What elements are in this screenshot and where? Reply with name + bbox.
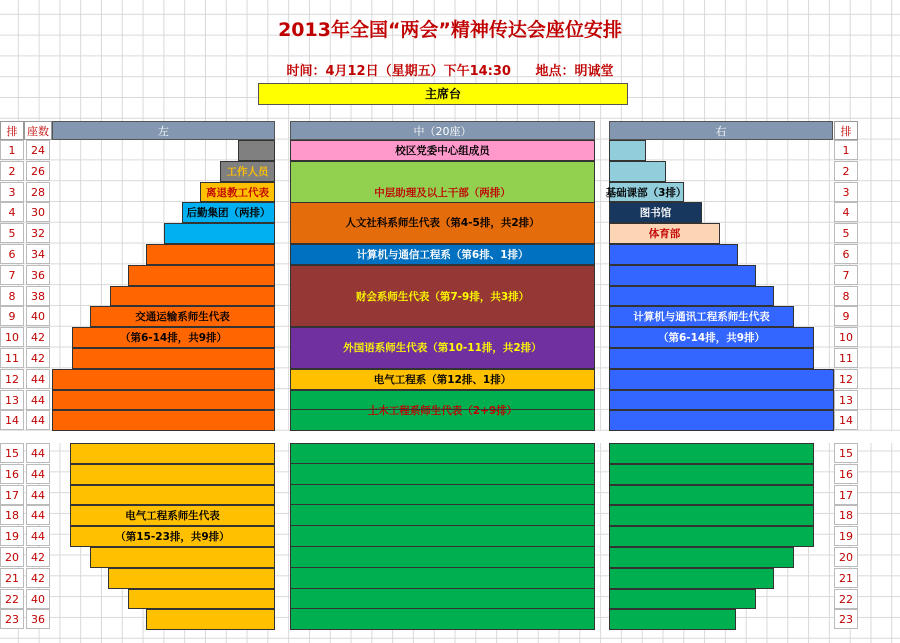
right-seat-block[interactable] [609,286,774,307]
seat-count[interactable]: 34 [26,244,50,264]
right-label-computer: 计算机与通讯工程系师生代表 [633,311,770,324]
left-label-retired: 离退教工代表 [206,186,269,199]
left-label-electrical: 电气工程系师生代表 [125,510,220,523]
left-seat-block[interactable] [110,286,275,307]
right-label-foundation: 基础课部（3排） [605,186,687,199]
seat-count[interactable]: 42 [26,568,50,588]
header-row-left[interactable]: 排 [0,121,24,140]
row-number-left[interactable]: 10 [0,327,24,347]
row-number-right[interactable]: 10 [834,327,858,347]
row-number-left[interactable]: 19 [0,526,24,546]
row-number-left[interactable]: 21 [0,568,24,588]
meeting-place: 地点：明诚堂 [535,64,614,79]
right-seat-block[interactable] [609,547,794,568]
seat-count[interactable]: 42 [26,348,50,368]
right-seat-block[interactable] [609,464,814,485]
row-number-left[interactable]: 12 [0,369,24,389]
center-row-line [290,443,595,464]
center-group-block[interactable]: 计算机与通信工程系（第6排、1排） [290,244,595,265]
row-number-left[interactable]: 8 [0,286,24,306]
row-number-left[interactable]: 22 [0,589,24,609]
meeting-info [0,60,900,79]
center-row-line [290,464,595,485]
left-seat-block[interactable] [70,464,275,485]
row-number-right[interactable]: 13 [834,390,858,410]
row-number-left[interactable]: 23 [0,609,24,629]
seat-count[interactable]: 42 [26,327,50,347]
seat-count[interactable]: 44 [26,390,50,410]
row-number-right[interactable]: 23 [834,609,858,629]
right-seat-block[interactable] [609,526,814,547]
row-number-right[interactable]: 15 [834,443,858,463]
page-title: 2013年全国“两会”精神传达会座位安排 [278,19,622,41]
left-label-logistics: 后勤集团（两排） [186,207,271,220]
row-number-right[interactable]: 5 [834,223,858,243]
seat-count[interactable]: 36 [26,265,50,285]
row-number-left[interactable]: 11 [0,348,24,368]
seat-count[interactable]: 28 [26,182,50,202]
left-seat-block[interactable] [128,265,275,286]
row-number-right[interactable]: 18 [834,505,858,525]
row-number-left[interactable]: 2 [0,161,24,181]
left-seat-block[interactable] [128,589,275,610]
row-number-left[interactable]: 20 [0,547,24,567]
row-number-right[interactable]: 21 [834,568,858,588]
right-seat-block[interactable] [609,485,814,506]
left-seat-block[interactable] [108,568,275,589]
row-number-left[interactable]: 6 [0,244,24,264]
row-number-right[interactable]: 19 [834,526,858,546]
row-number-right[interactable]: 20 [834,547,858,567]
center-group-block[interactable]: 财会系师生代表（第7-9排，共3排） [290,265,595,327]
meeting-time: 时间：4月12日（星期五）下午14:30 [286,64,511,79]
row-number-left[interactable]: 9 [0,306,24,326]
seat-count[interactable]: 44 [26,443,50,463]
stage-cell[interactable]: 主席台 [258,83,628,105]
center-row-line [290,410,595,431]
right-label-sports: 体育部 [648,228,681,241]
right-seat-block[interactable] [609,369,834,390]
right-seat-block[interactable] [609,568,774,589]
row-number-right[interactable]: 3 [834,182,858,202]
row-number-right[interactable]: 17 [834,485,858,505]
left-label-transport-rows: （第6-14排，共9排） [119,332,228,345]
seat-count[interactable]: 36 [26,609,50,629]
right-label-library: 图书馆 [639,207,672,220]
row-number-right[interactable]: 16 [834,464,858,484]
seat-count[interactable]: 40 [26,589,50,609]
header-row-right[interactable]: 排 [834,121,858,140]
row-number-right[interactable]: 1 [834,140,858,160]
row-number-left[interactable]: 5 [0,223,24,243]
header-left-section[interactable]: 左 [52,121,275,140]
right-seat-block[interactable] [609,244,738,265]
right-seat-block[interactable] [609,390,834,411]
right-seat-block[interactable] [609,410,834,431]
seat-count[interactable]: 38 [26,286,50,306]
left-label-transport: 交通运输系师生代表 [135,311,230,324]
center-row-line [290,505,595,526]
center-row-line [290,390,595,411]
row-number-right[interactable]: 9 [834,306,858,326]
row-number-left[interactable]: 1 [0,140,24,160]
row-number-right[interactable]: 2 [834,161,858,181]
right-seat-block[interactable] [609,265,756,286]
left-seat-block[interactable] [72,348,275,369]
center-group-block[interactable]: 人文社科系师生代表（第4-5排，共2排） [290,202,595,244]
row-number-left[interactable]: 15 [0,443,24,463]
left-seat-block[interactable] [146,244,275,265]
row-number-right[interactable]: 22 [834,589,858,609]
row-number-left[interactable]: 7 [0,265,24,285]
aisle-gap [0,431,900,443]
center-row-line [290,589,595,610]
left-seat-block[interactable] [238,140,275,161]
row-number-left[interactable]: 18 [0,505,24,525]
left-seat-block[interactable] [52,369,275,390]
seat-count[interactable]: 30 [26,202,50,222]
left-seat-block[interactable] [52,410,275,431]
seat-count[interactable]: 24 [26,140,50,160]
header-seats[interactable]: 座数 [24,121,52,140]
row-number-left[interactable]: 17 [0,485,24,505]
seat-count[interactable]: 42 [26,547,50,567]
row-number-left[interactable]: 3 [0,182,24,202]
center-group-block[interactable]: 外国语系师生代表（第10-11排，共2排） [290,327,595,369]
center-group-block[interactable]: 中层助理及以上干部（两排） [290,161,595,223]
left-seat-block[interactable] [70,443,275,464]
seat-count[interactable]: 44 [26,526,50,546]
center-row-line [290,526,595,547]
right-seat-block[interactable] [609,348,814,369]
left-seat-block[interactable] [90,547,275,568]
row-number-right[interactable]: 11 [834,348,858,368]
header-right-section[interactable]: 右 [609,121,833,140]
center-row-line [290,568,595,589]
left-seat-block[interactable] [70,485,275,506]
center-row-line [290,609,595,630]
seat-count[interactable]: 32 [26,223,50,243]
seat-count[interactable]: 40 [26,306,50,326]
center-row-line [290,547,595,568]
seat-count[interactable]: 26 [26,161,50,181]
row-number-right[interactable]: 14 [834,410,858,430]
row-number-right[interactable]: 8 [834,286,858,306]
header-center-section[interactable]: 中（20座） [290,121,595,140]
left-label-electrical-rows: （第15-23排，共9排） [115,531,230,544]
row-number-right[interactable]: 4 [834,202,858,222]
left-seat-block[interactable] [52,390,275,411]
center-group-block[interactable]: 校区党委中心组成员 [290,140,595,161]
seat-count[interactable]: 44 [26,410,50,430]
row-number-left[interactable]: 16 [0,464,24,484]
center-group-block[interactable]: 土木工程系师生代表（2+9排） [290,390,595,432]
left-seat-block[interactable] [164,223,275,244]
seat-count[interactable]: 44 [26,464,50,484]
left-label-staff: 工作人员 [226,165,269,178]
row-number-right[interactable]: 7 [834,265,858,285]
row-number-left[interactable]: 13 [0,390,24,410]
right-seat-block[interactable] [609,609,736,630]
row-number-right[interactable]: 6 [834,244,858,264]
row-number-left[interactable]: 14 [0,410,24,430]
right-seat-block[interactable] [609,589,756,610]
row-number-right[interactable]: 12 [834,369,858,389]
seat-count[interactable]: 44 [26,369,50,389]
right-seat-block[interactable] [609,161,666,182]
right-seat-block[interactable] [609,140,646,161]
seat-count[interactable]: 44 [26,485,50,505]
right-label-computer-rows: （第6-14排，共9排） [657,332,766,345]
right-seat-block[interactable] [609,443,814,464]
right-seat-block[interactable] [609,505,814,526]
center-group-block[interactable]: 电气工程系（第12排、1排） [290,369,595,390]
center-row-line [290,485,595,506]
row-number-left[interactable]: 4 [0,202,24,222]
left-seat-block[interactable] [146,609,275,630]
seat-count[interactable]: 44 [26,505,50,525]
